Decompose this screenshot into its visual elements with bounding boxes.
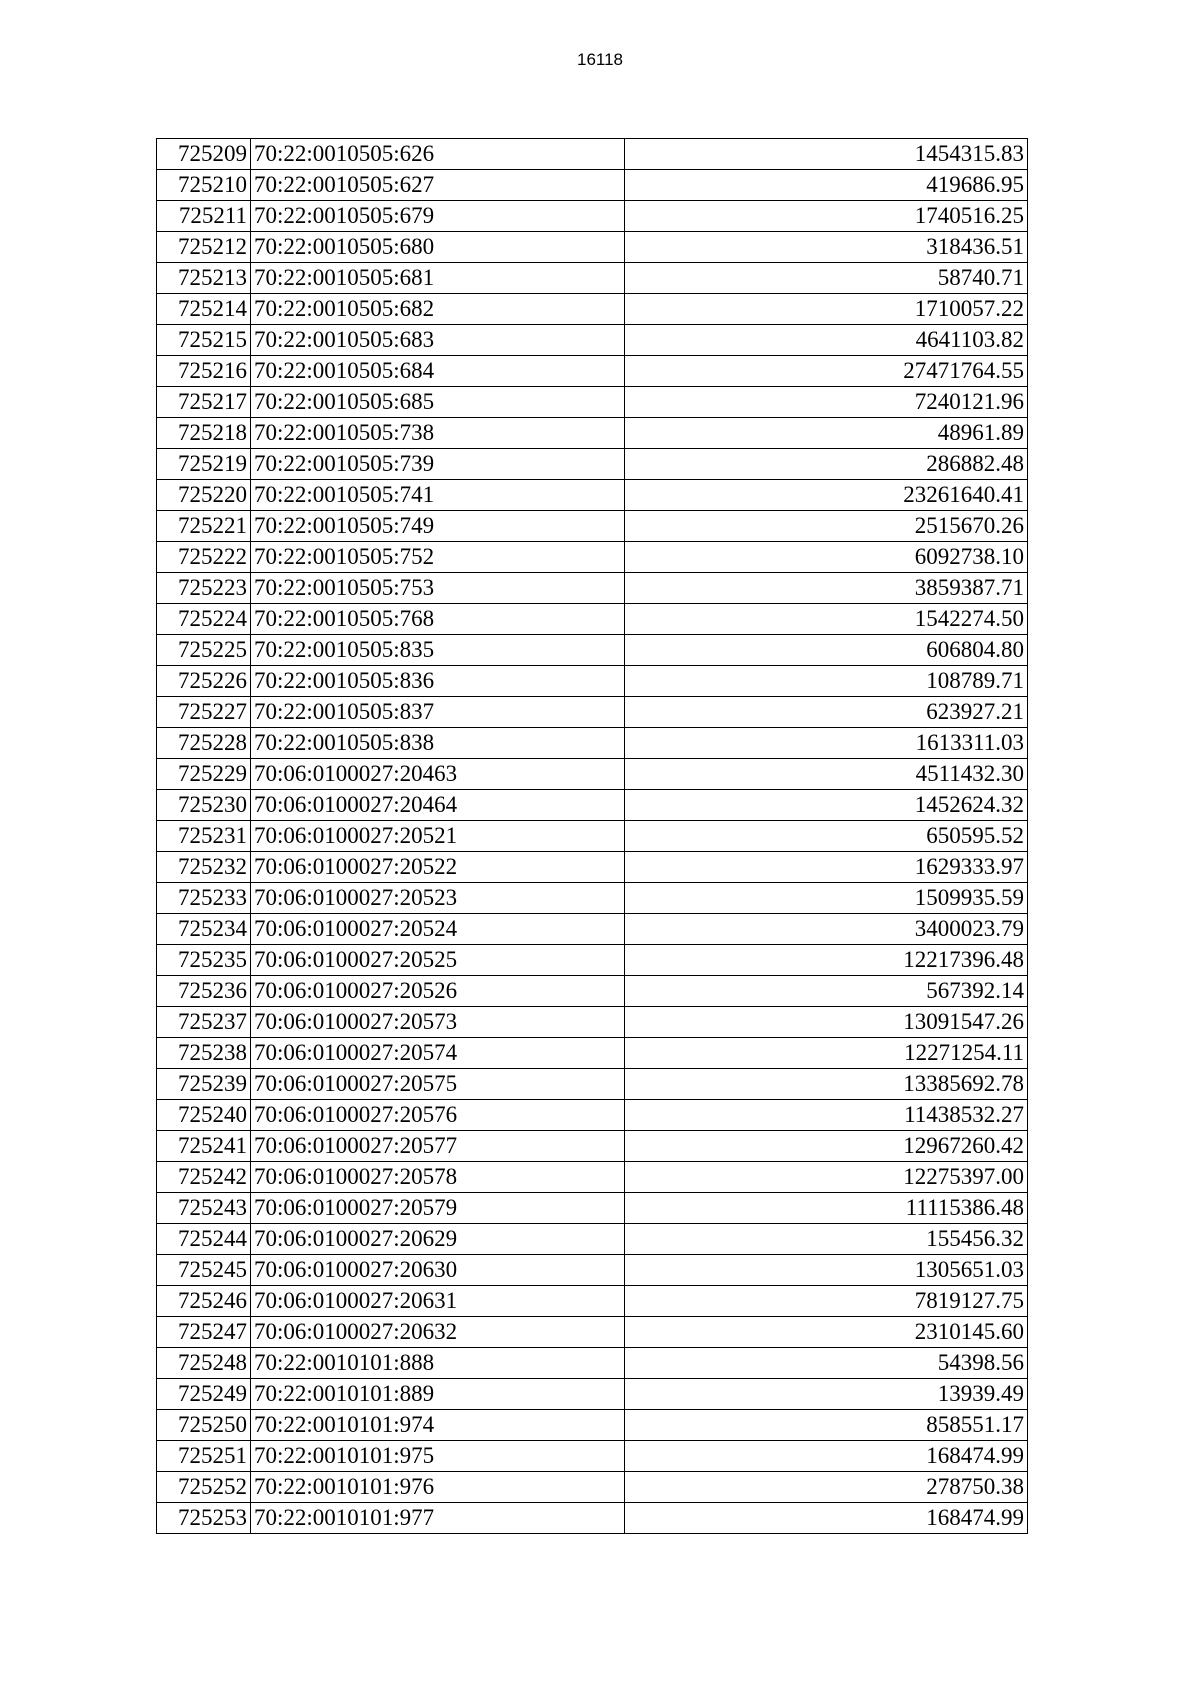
table-row	[157, 511, 1028, 542]
value-cell: 1454315.83	[625, 139, 1028, 170]
data-table	[156, 138, 1028, 1534]
table-row	[157, 1410, 1028, 1441]
row-id-cell: 725243	[157, 1193, 251, 1224]
value-cell: 23261640.41	[625, 480, 1028, 511]
value-cell: 13939.49	[625, 1379, 1028, 1410]
cadastral-number-cell: 70:22:0010505:768	[251, 604, 625, 635]
row-id-cell: 725222	[157, 542, 251, 573]
row-id-cell: 725209	[157, 139, 251, 170]
cadastral-number-cell: 70:22:0010505:836	[251, 666, 625, 697]
value-cell: 11115386.48	[625, 1193, 1028, 1224]
cadastral-number-cell: 70:06:0100027:20630	[251, 1255, 625, 1286]
cadastral-number-cell: 70:22:0010505:753	[251, 573, 625, 604]
value-cell: 419686.95	[625, 170, 1028, 201]
table-row	[157, 139, 1028, 170]
value-cell: 13385692.78	[625, 1069, 1028, 1100]
table-row	[157, 1286, 1028, 1317]
value-cell: 1710057.22	[625, 294, 1028, 325]
value-cell: 108789.71	[625, 666, 1028, 697]
table-row	[157, 294, 1028, 325]
cadastral-number-cell: 70:22:0010505:741	[251, 480, 625, 511]
table-row	[157, 356, 1028, 387]
value-cell: 3400023.79	[625, 914, 1028, 945]
table-row	[157, 201, 1028, 232]
cadastral-number-cell: 70:22:0010505:680	[251, 232, 625, 263]
cadastral-number-cell: 70:06:0100027:20632	[251, 1317, 625, 1348]
cadastral-number-cell: 70:06:0100027:20523	[251, 883, 625, 914]
cadastral-number-cell: 70:22:0010101:976	[251, 1472, 625, 1503]
value-cell: 650595.52	[625, 821, 1028, 852]
table-row	[157, 1472, 1028, 1503]
row-id-cell: 725253	[157, 1503, 251, 1534]
row-id-cell: 725234	[157, 914, 251, 945]
row-id-cell: 725221	[157, 511, 251, 542]
cadastral-number-cell: 70:22:0010505:627	[251, 170, 625, 201]
row-id-cell: 725218	[157, 418, 251, 449]
value-cell: 54398.56	[625, 1348, 1028, 1379]
table-row	[157, 1379, 1028, 1410]
table-row	[157, 852, 1028, 883]
table-row	[157, 697, 1028, 728]
table-row	[157, 418, 1028, 449]
row-id-cell: 725239	[157, 1069, 251, 1100]
row-id-cell: 725211	[157, 201, 251, 232]
table-row	[157, 728, 1028, 759]
row-id-cell: 725210	[157, 170, 251, 201]
table-row	[157, 604, 1028, 635]
table-row	[157, 449, 1028, 480]
table-row	[157, 573, 1028, 604]
cadastral-number-cell: 70:22:0010505:739	[251, 449, 625, 480]
table-row	[157, 232, 1028, 263]
cadastral-number-cell: 70:22:0010101:888	[251, 1348, 625, 1379]
cadastral-number-cell: 70:22:0010101:975	[251, 1441, 625, 1472]
row-id-cell: 725246	[157, 1286, 251, 1317]
value-cell: 6092738.10	[625, 542, 1028, 573]
table-row	[157, 759, 1028, 790]
cadastral-number-cell: 70:22:0010505:838	[251, 728, 625, 759]
table-row	[157, 1441, 1028, 1472]
row-id-cell: 725251	[157, 1441, 251, 1472]
row-id-cell: 725217	[157, 387, 251, 418]
row-id-cell: 725223	[157, 573, 251, 604]
value-cell: 168474.99	[625, 1503, 1028, 1534]
cadastral-number-cell: 70:06:0100027:20525	[251, 945, 625, 976]
cadastral-number-cell: 70:06:0100027:20521	[251, 821, 625, 852]
value-cell: 278750.38	[625, 1472, 1028, 1503]
cadastral-number-cell: 70:06:0100027:20463	[251, 759, 625, 790]
table-row	[157, 914, 1028, 945]
value-cell: 286882.48	[625, 449, 1028, 480]
cadastral-number-cell: 70:06:0100027:20631	[251, 1286, 625, 1317]
table-row	[157, 1317, 1028, 1348]
value-cell: 1629333.97	[625, 852, 1028, 883]
value-cell: 58740.71	[625, 263, 1028, 294]
row-id-cell: 725244	[157, 1224, 251, 1255]
value-cell: 1613311.03	[625, 728, 1028, 759]
cadastral-number-cell: 70:22:0010505:685	[251, 387, 625, 418]
row-id-cell: 725237	[157, 1007, 251, 1038]
cadastral-number-cell: 70:22:0010505:681	[251, 263, 625, 294]
table-row	[157, 976, 1028, 1007]
cadastral-number-cell: 70:22:0010505:835	[251, 635, 625, 666]
value-cell: 4641103.82	[625, 325, 1028, 356]
row-id-cell: 725250	[157, 1410, 251, 1441]
row-id-cell: 725233	[157, 883, 251, 914]
cadastral-number-cell: 70:06:0100027:20524	[251, 914, 625, 945]
table-row	[157, 1224, 1028, 1255]
row-id-cell: 725241	[157, 1131, 251, 1162]
row-id-cell: 725252	[157, 1472, 251, 1503]
cadastral-number-cell: 70:22:0010505:749	[251, 511, 625, 542]
row-id-cell: 725224	[157, 604, 251, 635]
table-row	[157, 325, 1028, 356]
table-row	[157, 170, 1028, 201]
value-cell: 48961.89	[625, 418, 1028, 449]
value-cell: 12275397.00	[625, 1162, 1028, 1193]
row-id-cell: 725236	[157, 976, 251, 1007]
table-row	[157, 635, 1028, 666]
row-id-cell: 725232	[157, 852, 251, 883]
row-id-cell: 725231	[157, 821, 251, 852]
value-cell: 858551.17	[625, 1410, 1028, 1441]
row-id-cell: 725215	[157, 325, 251, 356]
table-body	[157, 139, 1028, 1534]
cadastral-number-cell: 70:06:0100027:20577	[251, 1131, 625, 1162]
row-id-cell: 725214	[157, 294, 251, 325]
cadastral-number-cell: 70:22:0010505:738	[251, 418, 625, 449]
value-cell: 1452624.32	[625, 790, 1028, 821]
table-row	[157, 263, 1028, 294]
table-row	[157, 1131, 1028, 1162]
cadastral-number-cell: 70:22:0010505:679	[251, 201, 625, 232]
cadastral-number-cell: 70:22:0010505:626	[251, 139, 625, 170]
cadastral-number-cell: 70:06:0100027:20629	[251, 1224, 625, 1255]
cadastral-number-cell: 70:22:0010101:974	[251, 1410, 625, 1441]
row-id-cell: 725249	[157, 1379, 251, 1410]
table-row	[157, 883, 1028, 914]
cadastral-number-cell: 70:06:0100027:20464	[251, 790, 625, 821]
row-id-cell: 725230	[157, 790, 251, 821]
row-id-cell: 725248	[157, 1348, 251, 1379]
value-cell: 12967260.42	[625, 1131, 1028, 1162]
page-number: 16118	[576, 50, 623, 69]
table-row	[157, 480, 1028, 511]
table-row	[157, 1255, 1028, 1286]
value-cell: 155456.32	[625, 1224, 1028, 1255]
cadastral-number-cell: 70:06:0100027:20578	[251, 1162, 625, 1193]
value-cell: 7240121.96	[625, 387, 1028, 418]
row-id-cell: 725220	[157, 480, 251, 511]
cadastral-number-cell: 70:22:0010505:682	[251, 294, 625, 325]
value-cell: 1305651.03	[625, 1255, 1028, 1286]
table-row	[157, 945, 1028, 976]
table-row	[157, 1348, 1028, 1379]
table-row	[157, 1069, 1028, 1100]
value-cell: 2515670.26	[625, 511, 1028, 542]
row-id-cell: 725240	[157, 1100, 251, 1131]
row-id-cell: 725226	[157, 666, 251, 697]
cadastral-number-cell: 70:06:0100027:20574	[251, 1038, 625, 1069]
value-cell: 4511432.30	[625, 759, 1028, 790]
value-cell: 11438532.27	[625, 1100, 1028, 1131]
table-row	[157, 1193, 1028, 1224]
table-row	[157, 1038, 1028, 1069]
cadastral-number-cell: 70:22:0010101:889	[251, 1379, 625, 1410]
value-cell: 12217396.48	[625, 945, 1028, 976]
value-cell: 12271254.11	[625, 1038, 1028, 1069]
value-cell: 318436.51	[625, 232, 1028, 263]
cadastral-number-cell: 70:22:0010505:752	[251, 542, 625, 573]
value-cell: 606804.80	[625, 635, 1028, 666]
value-cell: 13091547.26	[625, 1007, 1028, 1038]
table-row	[157, 1162, 1028, 1193]
value-cell: 3859387.71	[625, 573, 1028, 604]
row-id-cell: 725247	[157, 1317, 251, 1348]
table-row	[157, 387, 1028, 418]
cadastral-number-cell: 70:06:0100027:20575	[251, 1069, 625, 1100]
row-id-cell: 725227	[157, 697, 251, 728]
table-row	[157, 1100, 1028, 1131]
row-id-cell: 725212	[157, 232, 251, 263]
cadastral-number-cell: 70:06:0100027:20526	[251, 976, 625, 1007]
cadastral-number-cell: 70:22:0010505:837	[251, 697, 625, 728]
row-id-cell: 725225	[157, 635, 251, 666]
row-id-cell: 725235	[157, 945, 251, 976]
value-cell: 1509935.59	[625, 883, 1028, 914]
value-cell: 567392.14	[625, 976, 1028, 1007]
table-row	[157, 542, 1028, 573]
table-row	[157, 1007, 1028, 1038]
table-row	[157, 666, 1028, 697]
cadastral-number-cell: 70:06:0100027:20522	[251, 852, 625, 883]
value-cell: 623927.21	[625, 697, 1028, 728]
value-cell: 27471764.55	[625, 356, 1028, 387]
cadastral-number-cell: 70:22:0010505:683	[251, 325, 625, 356]
row-id-cell: 725245	[157, 1255, 251, 1286]
row-id-cell: 725229	[157, 759, 251, 790]
table-row	[157, 1503, 1028, 1534]
value-cell: 2310145.60	[625, 1317, 1028, 1348]
row-id-cell: 725242	[157, 1162, 251, 1193]
cadastral-number-cell: 70:06:0100027:20573	[251, 1007, 625, 1038]
row-id-cell: 725216	[157, 356, 251, 387]
cadastral-number-cell: 70:22:0010101:977	[251, 1503, 625, 1534]
value-cell: 1740516.25	[625, 201, 1028, 232]
value-cell: 1542274.50	[625, 604, 1028, 635]
table-row	[157, 790, 1028, 821]
row-id-cell: 725219	[157, 449, 251, 480]
cadastral-number-cell: 70:22:0010505:684	[251, 356, 625, 387]
value-cell: 7819127.75	[625, 1286, 1028, 1317]
row-id-cell: 725238	[157, 1038, 251, 1069]
value-cell: 168474.99	[625, 1441, 1028, 1472]
cadastral-number-cell: 70:06:0100027:20579	[251, 1193, 625, 1224]
cadastral-number-cell: 70:06:0100027:20576	[251, 1100, 625, 1131]
table-row	[157, 821, 1028, 852]
row-id-cell: 725213	[157, 263, 251, 294]
row-id-cell: 725228	[157, 728, 251, 759]
